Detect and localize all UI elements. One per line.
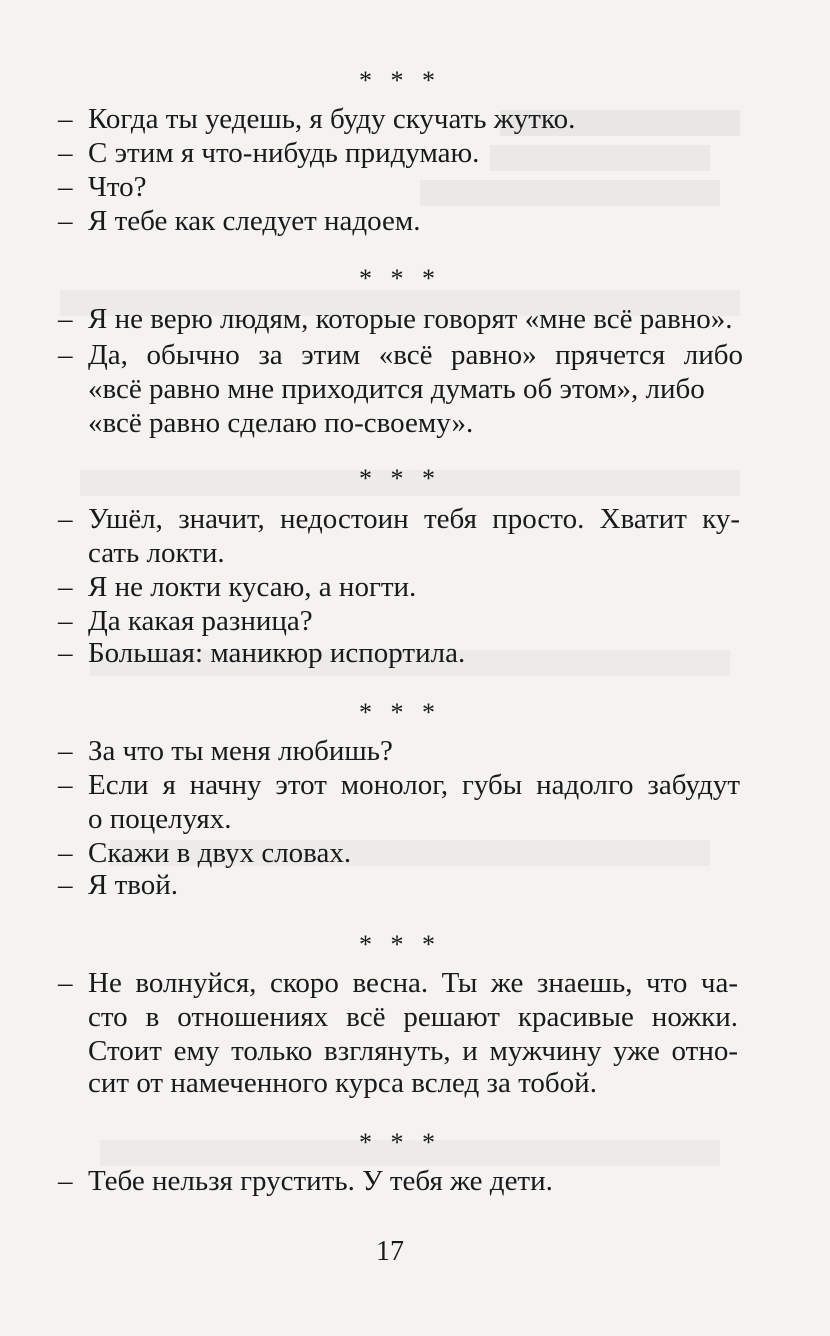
dialogue-line bbox=[58, 136, 479, 170]
dialogue-dash: – bbox=[58, 205, 73, 237]
section-separator: * * * bbox=[359, 698, 441, 727]
dialogue-line bbox=[58, 170, 147, 204]
dialogue-continuation: «всё равно сделаю по-своему». bbox=[88, 407, 474, 439]
dialogue-line bbox=[58, 604, 313, 638]
dialogue-text: Большая: маникюр испортила. bbox=[88, 637, 466, 669]
dialogue-line bbox=[58, 302, 733, 336]
dialogue-line bbox=[58, 868, 178, 902]
dialogue-text: Да, обычно за этим «всё равно» прячется либо bbox=[88, 339, 743, 371]
dialogue-text: Да какая разница? bbox=[88, 605, 313, 637]
dialogue-dash: – bbox=[58, 605, 73, 637]
dialogue-text: Ушёл, значит, недостоин тебя просто. Хватит ку- bbox=[88, 503, 740, 535]
dialogue-dash: – bbox=[58, 571, 73, 603]
section-separator: * * * bbox=[359, 930, 441, 959]
dialogue-text: Скажи в двух словах. bbox=[88, 837, 352, 869]
dialogue-line bbox=[58, 204, 420, 238]
dialogue-dash: – bbox=[58, 503, 73, 535]
dialogue-dash: – bbox=[58, 735, 73, 767]
dialogue-dash: – bbox=[58, 137, 73, 169]
dialogue-dash: – bbox=[58, 837, 73, 869]
dialogue-continuation: сать локти. bbox=[88, 537, 225, 569]
dialogue-text: Когда ты уедешь, я буду скучать жутко. bbox=[88, 103, 576, 135]
dialogue-text: Я не верю людям, которые говорят «мне всё равно». bbox=[88, 303, 733, 335]
dialogue-line bbox=[58, 338, 743, 372]
dialogue-line bbox=[58, 102, 575, 136]
section-separator: * * * bbox=[359, 464, 441, 493]
dialogue-dash: – bbox=[58, 171, 73, 203]
dialogue-dash: – bbox=[58, 769, 73, 801]
dialogue-dash: – bbox=[58, 339, 73, 371]
dialogue-text: Что? bbox=[88, 171, 147, 203]
dialogue-dash: – bbox=[58, 637, 73, 669]
dialogue-text: За что ты меня любишь? bbox=[88, 735, 393, 767]
dialogue-text: Не волнуйся, скоро весна. Ты же знаешь, что ча- bbox=[88, 967, 738, 999]
dialogue-dash: – bbox=[58, 1165, 73, 1197]
dialogue-dash: – bbox=[58, 103, 73, 135]
dialogue-line bbox=[58, 966, 738, 1000]
dialogue-line bbox=[58, 768, 740, 802]
dialogue-line bbox=[58, 636, 465, 670]
dialogue-continuation: сит от намеченного курса вслед за тобой. bbox=[88, 1067, 597, 1099]
dialogue-line bbox=[58, 836, 351, 870]
dialogue-continuation: о поцелуях. bbox=[88, 803, 232, 835]
dialogue-text: Я твой. bbox=[88, 869, 179, 901]
dialogue-line bbox=[58, 570, 416, 604]
section-separator: * * * bbox=[359, 264, 441, 293]
page-number: 17 bbox=[376, 1236, 404, 1267]
dialogue-continuation: Стоит ему только взглянуть, и мужчину уже отно- bbox=[88, 1035, 738, 1067]
dialogue-continuation: сто в отношениях всё решают красивые ножки. bbox=[88, 1001, 738, 1033]
dialogue-line bbox=[58, 734, 393, 768]
dialogue-text: С этим я что-нибудь придумаю. bbox=[88, 137, 480, 169]
dialogue-text: Я тебе как следует надоем. bbox=[88, 205, 421, 237]
dialogue-line bbox=[58, 502, 740, 536]
section-separator: * * * bbox=[359, 66, 441, 95]
dialogue-line bbox=[58, 1164, 553, 1198]
dialogue-dash: – bbox=[58, 967, 73, 999]
dialogue-dash: – bbox=[58, 869, 73, 901]
dialogue-continuation: «всё равно мне приходится думать об этом», либо bbox=[88, 373, 705, 405]
dialogue-text: Я не локти кусаю, а ногти. bbox=[88, 571, 417, 603]
dialogue-text: Тебе нельзя грустить. У тебя же дети. bbox=[88, 1165, 553, 1197]
dialogue-dash: – bbox=[58, 303, 73, 335]
dialogue-text: Если я начну этот монолог, губы надолго забудут bbox=[88, 769, 740, 801]
section-separator: * * * bbox=[359, 1128, 441, 1157]
